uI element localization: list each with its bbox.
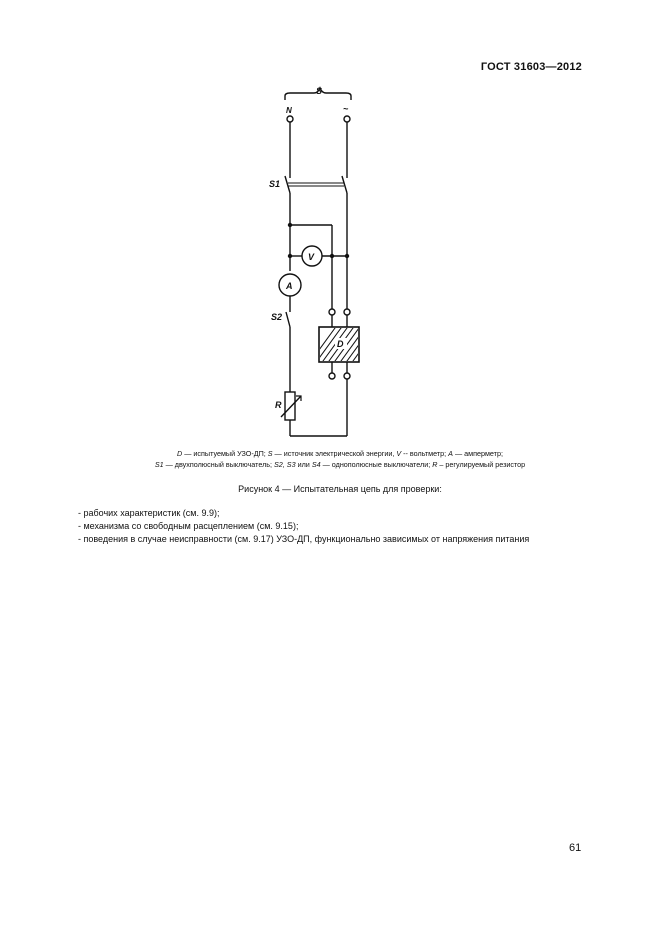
label-ammeter: A xyxy=(286,281,293,291)
switch-s1-blade-right xyxy=(342,176,347,193)
switch-s2-blade xyxy=(286,312,290,327)
list-item: - поведения в случае неисправности (см. 9.17) УЗО-ДП, функционально зависимых от напряжения питания xyxy=(78,534,530,544)
legend-text: — амперметр; xyxy=(452,449,503,458)
legend-text: — однополюсные выключатели; xyxy=(320,460,433,469)
test-circuit-diagram xyxy=(255,82,395,442)
label-phase: ~ xyxy=(343,104,349,114)
list-item: - механизма со свободным расцеплением (см. 9.15); xyxy=(78,521,299,531)
terminal-phase xyxy=(344,116,350,122)
legend-text: -- вольтметр; xyxy=(401,449,449,458)
legend-text: — двухполюсный выключатель; xyxy=(163,460,275,469)
figure-legend xyxy=(60,448,620,470)
terminal-neutral xyxy=(287,116,293,122)
resistor-adjust-arrow xyxy=(281,396,301,417)
label-device: D xyxy=(337,339,344,349)
label-neutral: N xyxy=(286,106,292,115)
check-list xyxy=(78,507,529,546)
legend-symbol: R xyxy=(432,460,438,469)
legend-line-1 xyxy=(60,448,620,459)
legend-symbol: S2, S3 xyxy=(274,460,296,469)
device-terminal-bottom-left xyxy=(329,373,335,379)
label-voltmeter: V xyxy=(308,252,315,262)
label-s2: S2 xyxy=(271,312,283,322)
legend-text: — испытуемый УЗО-ДП; xyxy=(182,449,268,458)
switch-s1-blade-left xyxy=(285,176,290,193)
legend-text: – регулируемый резистор xyxy=(437,460,526,469)
label-s1: S1 xyxy=(269,179,281,189)
page-number: 61 xyxy=(569,842,582,854)
device-terminal-top-left xyxy=(329,309,335,315)
legend-symbol: D xyxy=(177,449,183,458)
resistor-symbol xyxy=(285,392,295,420)
legend-symbol: S1 xyxy=(154,460,164,469)
figure-caption: Рисунок 4 — Испытательная цепь для проверки: xyxy=(238,484,442,494)
legend-symbol: S xyxy=(267,449,273,458)
device-terminal-bottom-right xyxy=(344,373,350,379)
document-code: ГОСТ 31603—2012 xyxy=(480,61,582,73)
device-terminal-top-right xyxy=(344,309,350,315)
legend-symbol: S4 xyxy=(311,460,321,469)
label-source: S xyxy=(316,86,323,96)
legend-symbol: V xyxy=(396,449,402,458)
legend-text: — источник электрической энергии, xyxy=(272,449,397,458)
legend-line-2 xyxy=(60,459,620,470)
label-resistor: R xyxy=(275,400,282,410)
legend-text: или xyxy=(295,460,312,469)
list-item: - рабочих характеристик (см. 9.9); xyxy=(78,508,220,518)
legend-symbol: A xyxy=(448,449,453,458)
